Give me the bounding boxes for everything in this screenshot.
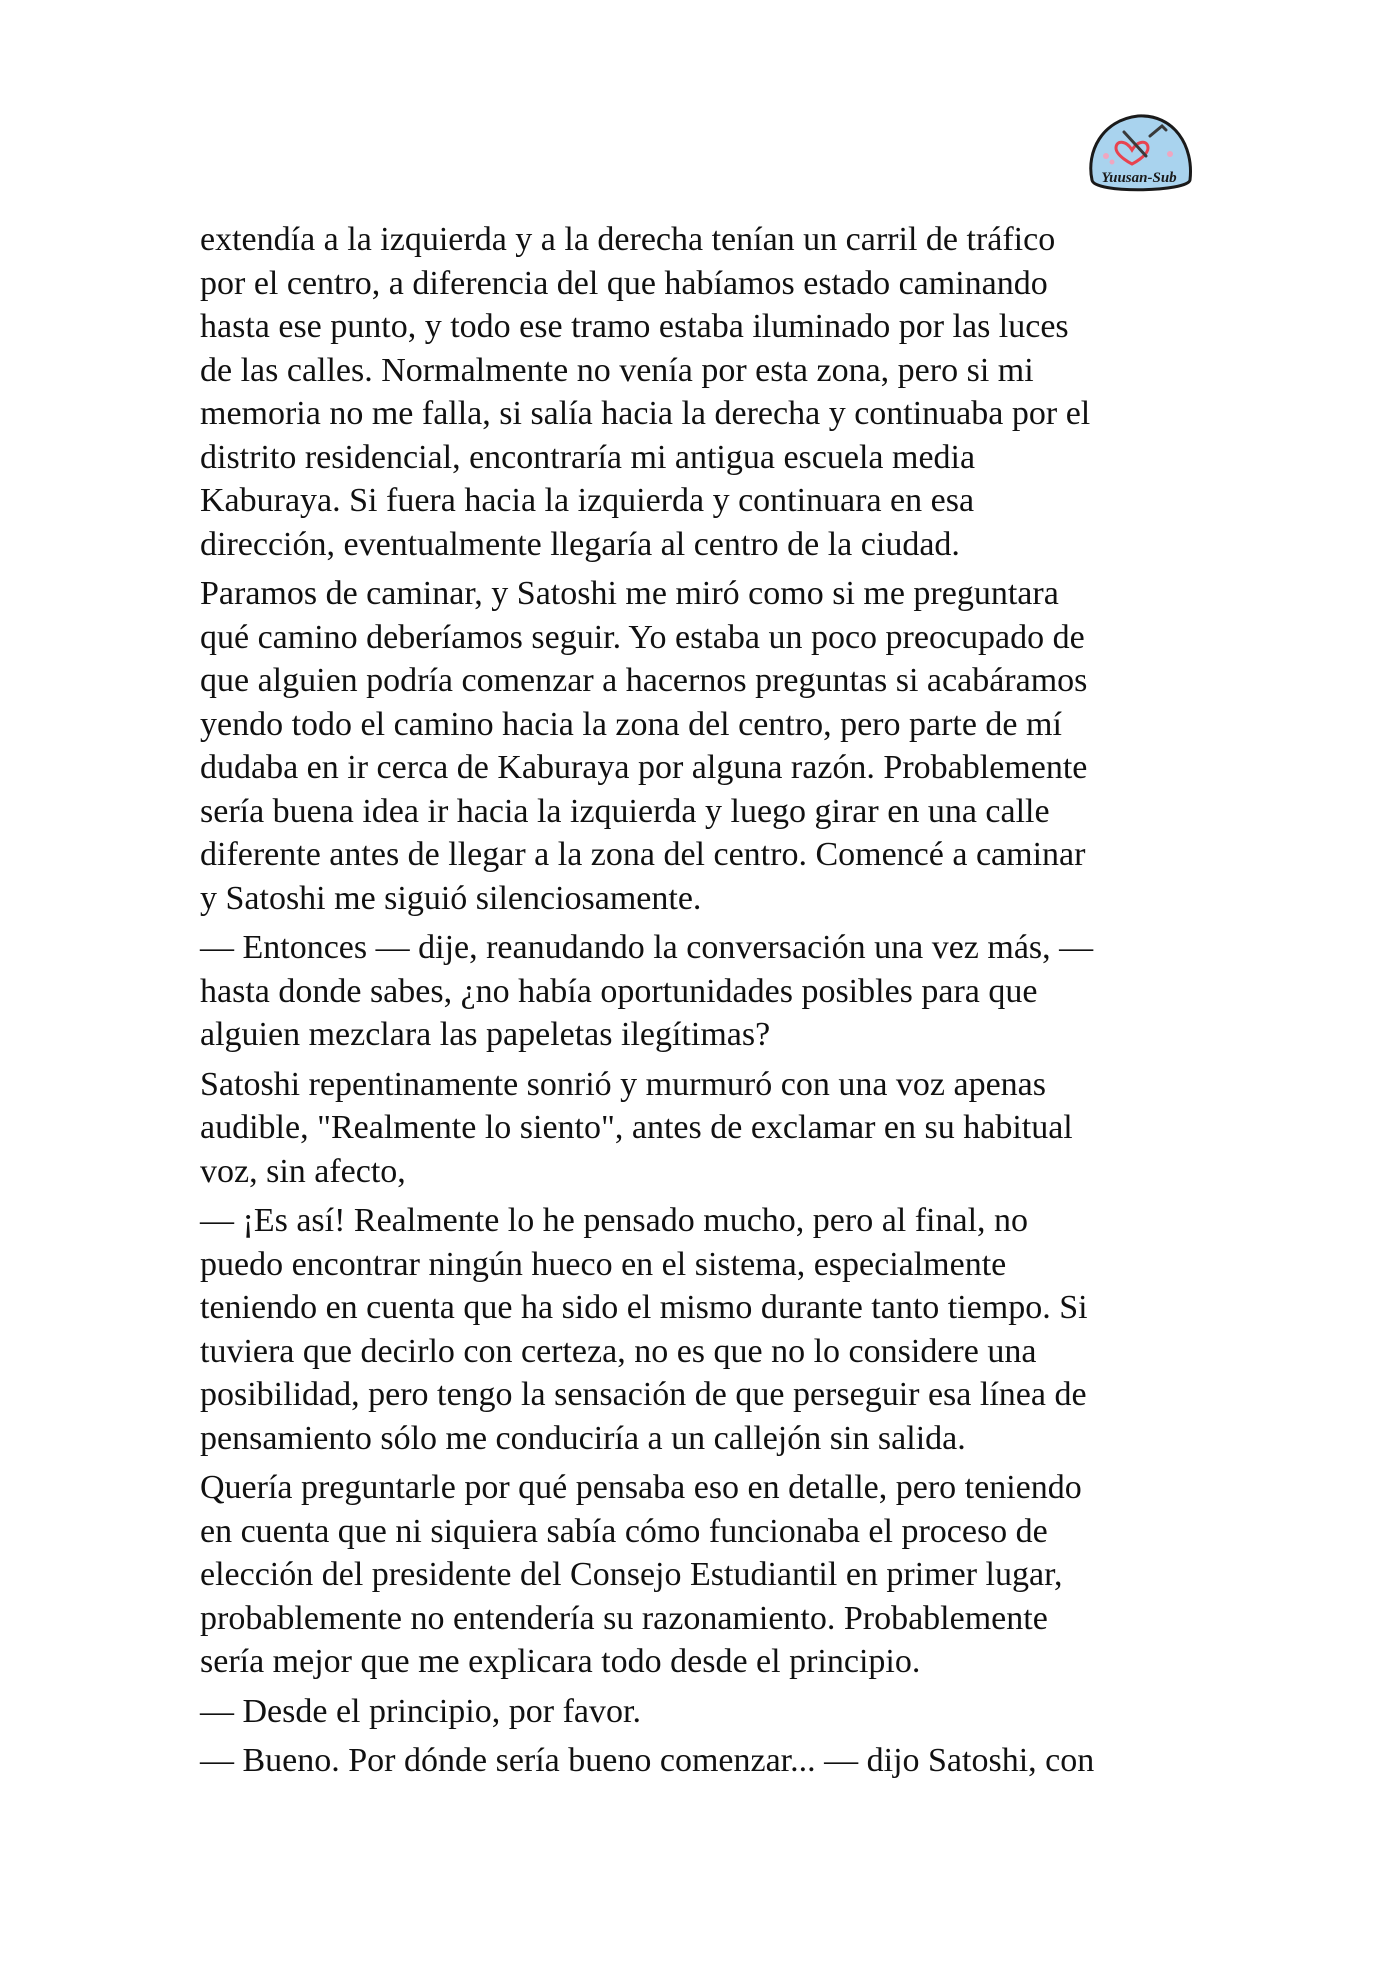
paragraph	[200, 1690, 1200, 1734]
text-line: hasta ese punto, y todo ese tramo estaba iluminado por las luces	[200, 308, 1069, 345]
text-line: por el centro, a diferencia del que habíamos estado caminando	[200, 264, 1048, 302]
text-line: — Entonces — dije, reanudando la conversación una vez más, —	[200, 929, 1094, 966]
text-line: diferente antes de llegar a la zona del centro. Comencé a caminar	[200, 836, 1086, 873]
text-line: — Desde el principio, por favor.	[200, 1692, 641, 1730]
paragraph	[200, 1199, 1200, 1460]
body-text	[200, 218, 1200, 1789]
logo-text: Yuusan-Sub	[1101, 170, 1177, 186]
text-line: sería mejor que me explicara todo desde el principio.	[200, 1643, 921, 1680]
paragraph	[200, 1739, 1200, 1783]
text-line: posibilidad, pero tengo la sensación de que perseguir esa línea de	[200, 1376, 1087, 1413]
text-line: yendo todo el camino hacia la zona del centro, pero parte de mí	[200, 705, 1062, 743]
text-line: pensamiento sólo me conduciría a un callejón sin salida.	[200, 1419, 966, 1457]
text-line: teniendo en cuenta que ha sido el mismo durante tanto tiempo. Si	[200, 1289, 1088, 1326]
paragraph	[200, 218, 1200, 566]
text-line: hasta donde sabes, ¿no había oportunidades posibles para que	[200, 972, 1038, 1010]
text-line: de las calles. Normalmente no venía por esta zona, pero si mi	[200, 351, 1034, 389]
text-line: — Bueno. Por dónde sería bueno comenzar... — dijo Satoshi, con	[200, 1742, 1095, 1779]
scallion-heart-logo-icon	[1080, 106, 1198, 198]
text-line: Kaburaya. Si fuera hacia la izquierda y continuara en esa	[200, 482, 975, 519]
paragraph	[200, 1063, 1200, 1194]
text-line: elección del presidente del Consejo Estudiantil en primer lugar,	[200, 1556, 1063, 1593]
text-line: memoria no me falla, si salía hacia la derecha y continuaba por el	[200, 395, 1091, 432]
text-line: probablemente no entendería su razonamiento. Probablemente	[200, 1599, 1048, 1637]
text-line: alguien mezclara las papeletas ilegítimas?	[200, 1016, 771, 1053]
text-line: Satoshi repentinamente sonrió y murmuró con una voz apenas	[200, 1065, 1046, 1103]
text-line: que alguien podría comenzar a hacernos preguntas si acabáramos	[200, 662, 1088, 699]
text-line: tuviera que decirlo con certeza, no es que no lo considere una	[200, 1332, 1037, 1370]
text-line: voz, sin afecto,	[200, 1152, 406, 1190]
text-line: distrito residencial, encontraría mi antigua escuela media	[200, 438, 976, 476]
text-line: sería buena idea ir hacia la izquierda y luego girar en una calle	[200, 792, 1050, 830]
text-line: y Satoshi me siguió silenciosamente.	[200, 879, 702, 917]
text-line: dirección, eventualmente llegaría al centro de la ciudad.	[200, 525, 960, 563]
text-line: en cuenta que ni siquiera sabía cómo funcionaba el proceso de	[200, 1512, 1048, 1550]
paragraph	[200, 926, 1200, 1057]
text-line: puedo encontrar ningún hueco en el sistema, especialmente	[200, 1245, 1007, 1283]
text-line: — ¡Es así! Realmente lo he pensado mucho, pero al final, no	[200, 1202, 1029, 1239]
paragraph	[200, 1466, 1200, 1684]
paragraph	[200, 572, 1200, 920]
yuusan-sub-logo	[1080, 106, 1198, 198]
text-line: qué camino deberíamos seguir. Yo estaba un poco preocupado de	[200, 618, 1085, 656]
text-line: extendía a la izquierda y a la derecha tenían un carril de tráfico	[200, 221, 1056, 258]
text-line: Quería preguntarle por qué pensaba eso en detalle, pero teniendo	[200, 1469, 1082, 1506]
text-line: audible, "Realmente lo siento", antes de exclamar en su habitual	[200, 1109, 1073, 1146]
text-line: dudaba en ir cerca de Kaburaya por alguna razón. Probablemente	[200, 749, 1088, 786]
text-line: Paramos de caminar, y Satoshi me miró como si me preguntara	[200, 575, 1059, 612]
